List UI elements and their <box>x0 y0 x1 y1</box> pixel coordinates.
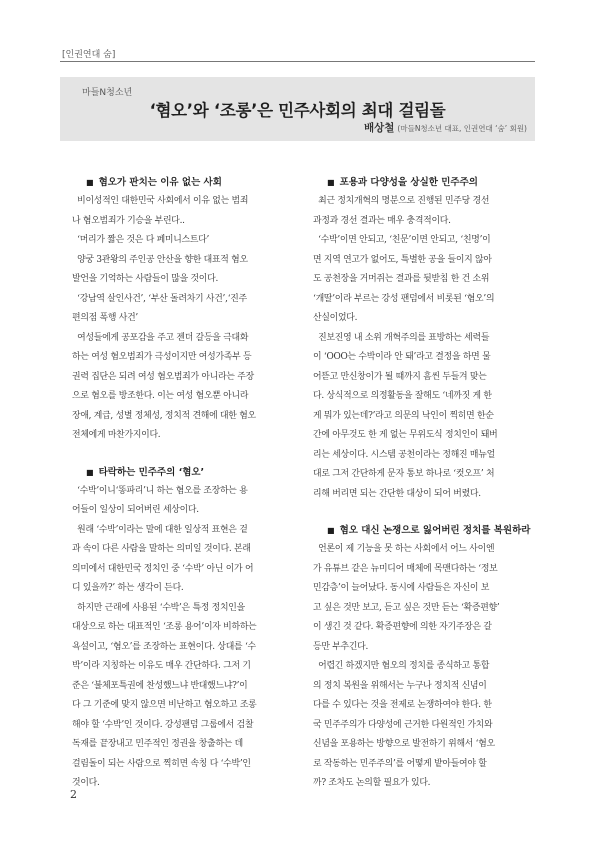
text-line: 다를 수 있다는 것을 전제로 논쟁하여야 한다. 한 <box>313 700 492 710</box>
author-name: 배상철 <box>363 122 395 134</box>
text-line: 독재를 끝장내고 민주적인 정권을 창출하는 데 <box>72 739 243 749</box>
text-line: 하지만 근래에 사용된 ‘수박’은 특정 정치인을 <box>72 602 245 613</box>
article-title: ‘혐오’와 ‘조롱’은 민주사회의 최대 걸림돌 <box>149 101 446 120</box>
text-line: 의 정치 복원을 위해서는 누구나 정치적 신념이 <box>313 680 487 691</box>
paragraph <box>72 482 285 521</box>
text-line: 언론이 제 기능을 못 하는 사회에서 어느 사이엔 <box>313 544 495 554</box>
paragraph <box>313 329 526 505</box>
running-head: [인권연대 숨] <box>62 50 116 60</box>
text-line: 민감층’이 늘어났다. 동시에 사람들은 자신이 보 <box>313 583 490 593</box>
byline <box>364 120 527 135</box>
paragraph <box>72 599 285 794</box>
paragraph <box>72 329 285 446</box>
text-line: ‘개딸’이라 부르는 강성 팬덤에서 비롯된 ‘혐오’의 <box>313 293 495 304</box>
text-line: 의미에서 대한민국 정치인 중 ‘수박’ 아닌 이가 어 <box>72 563 254 574</box>
text-line: 리해 버리면 되는 간단한 대상이 되어 버렸다. <box>313 488 481 499</box>
text-line: 과 속이 다른 사람을 말하는 의미일 것이다. 본래 <box>72 544 251 554</box>
paragraph <box>72 251 285 290</box>
paragraph <box>313 231 526 329</box>
text-line: 것이다. <box>72 778 100 788</box>
text-line: 비이성적인 대한민국 사회에서 이유 없는 범죄 <box>72 196 249 206</box>
text-line: 가 유튜브 같은 뉴미디어 매체에 목맨다하는 ‘정보 <box>313 563 498 574</box>
text-line: 등만 부추긴다. <box>313 641 369 652</box>
text-line: 게 뭐가 있는데?’라고 의문의 낙인이 찍히면 한순 <box>313 410 494 421</box>
square-bullet-icon: ■ <box>327 526 335 535</box>
text-line: 해야 할 ‘수박’인 것이다. 강성팬덤 그룹에서 검찰 <box>72 719 254 730</box>
section-heading <box>313 174 526 192</box>
text-line: 고 싶은 것만 보고, 듣고 싶은 것만 듣는 ‘확증편향’ <box>313 602 500 613</box>
kicker: 마들N청소년 <box>82 88 133 98</box>
text-line: 대상으로 하는 대표적인 ‘조롱 용어’이자 비하하는 <box>72 622 257 632</box>
section-heading-text: 타락하는 민주주의 ‘혐오’ <box>98 466 205 478</box>
text-line: 대로 그저 간단하게 문자 통보 하나로 ‘컷오프’ 처 <box>313 469 495 479</box>
text-line: 신념을 포용하는 방향으로 발전하기 위해서 ‘혐오 <box>313 739 495 749</box>
text-line: 권력 집단은 되려 여성 혐오범죄가 아니라는 주장 <box>72 371 254 382</box>
text-line: 하는 여성 혐오범죄가 극성이지만 여성가족부 등 <box>72 352 252 362</box>
paragraph <box>313 657 526 794</box>
paragraph <box>313 192 526 231</box>
text-line: 준은 ‘불체포특권에 찬성했느냐 반대했느냐?’이 <box>72 680 248 691</box>
text-line: 이 생긴 것 같다. 확증편향에 의한 자기주장은 갈 <box>313 622 492 632</box>
text-line: 장애, 계급, 성별 정체성, 정치적 견해에 대한 혐오 <box>72 410 256 421</box>
paragraph <box>72 521 285 599</box>
text-line: 다. 상식적으로 의정활동을 잘해도 ‘네까짓 게 한 <box>313 391 492 401</box>
text-line: 리는 세상이다. 시스템 공천이라는 정해진 매뉴얼 <box>313 449 495 460</box>
text-line: 간에 아무것도 한 게 없는 무위도식 정치인이 돼버 <box>313 430 498 440</box>
section-heading-text: 혐오가 판치는 이유 없는 사회 <box>98 177 222 188</box>
text-line: 여성들에게 공포감을 주고 젠더 갈등을 극대화 <box>72 332 249 343</box>
text-line: 나 혐오범죄가 기승을 부린다.. <box>72 215 185 226</box>
square-bullet-icon: ■ <box>86 178 94 187</box>
paragraph <box>313 540 526 657</box>
text-line: ‘수박’이면 안되고, ‘친문’이면 안되고, ‘친명’이 <box>313 235 491 245</box>
text-line: 전체에게 마찬가지이다. <box>72 430 161 440</box>
section-heading <box>72 174 285 192</box>
right-column <box>313 174 531 794</box>
text-line: 까? 조차도 논의할 필요가 있다. <box>313 778 431 788</box>
text-line: 진보진영 내 소위 개혁주의를 표방하는 세력들 <box>313 332 490 343</box>
text-line: 어들이 일상이 되어버린 세상이다. <box>72 505 199 515</box>
section-heading <box>313 522 531 540</box>
title-box <box>60 77 535 141</box>
section-heading-text: 혐오 대신 논쟁으로 잃어버린 정치를 복원하라 <box>339 525 531 536</box>
text-line: 박’이라 지칭하는 이유도 매우 간단하다. 그저 기 <box>72 661 251 671</box>
square-bullet-icon: ■ <box>86 467 94 477</box>
text-line: 산실이었다. <box>313 313 358 323</box>
text-line: ‘강남역 살인사건’, ‘부산 돌려차기 사건’,‘진주 <box>72 293 247 304</box>
text-line: ‘머리가 짧은 것은 다 페미니스트다’ <box>72 235 210 245</box>
text-line: 이 ‘OOO는 수박이라 안 돼’라고 결정을 하면 물 <box>313 352 491 362</box>
text-line: 으로 혐오를 방조한다. 이는 여성 혐오뿐 아니라 <box>72 391 249 401</box>
text-line: 도 공천장을 거머쥐는 결과를 뒷받침 한 건 소위 <box>313 274 490 284</box>
paragraph <box>72 290 285 329</box>
paragraph <box>72 231 285 251</box>
text-line: 로 작동하는 민주주의’를 어떻게 밭아들여야 할 <box>313 758 487 769</box>
header-rule <box>60 61 535 62</box>
text-line: 걸림돌이 되는 사람으로 찍히면 속칭 다 ‘수박’인 <box>72 758 251 769</box>
paragraph <box>72 192 285 231</box>
text-line: 편의점 폭행 사건’ <box>72 313 138 323</box>
text-line: ‘수박’이니‘똥파리’니 하는 혐오를 조장하는 용 <box>72 485 248 496</box>
text-line: 최근 정치개혁의 명분으로 진행된 민주당 경선 <box>313 196 490 206</box>
text-line: 과정과 경선 결과는 매우 충격적이다. <box>313 215 451 226</box>
section-heading <box>72 464 285 482</box>
square-bullet-icon: ■ <box>327 178 335 187</box>
text-line: 원래 ‘수박’이라는 말에 대한 일상적 표현은 겉 <box>72 524 248 535</box>
text-line: 어렵긴 하겠지만 혐오의 정치를 종식하고 통합 <box>313 661 490 671</box>
author-affiliation: (마들N청소년 대표, 인권연대 ‘숨’ 회원) <box>397 124 527 133</box>
text-line: 발언을 기억하는 사람들이 많을 것이다. <box>72 274 219 284</box>
text-line: 면 지역 연고가 없어도, 특별한 공을 들이지 않아 <box>313 254 492 265</box>
text-line: 양궁 3관왕의 주인공 안산을 향한 대표적 혐오 <box>72 254 248 265</box>
text-line: 국 민주주의가 다양성에 근거한 다원적인 가치와 <box>313 719 493 730</box>
left-column <box>72 174 285 794</box>
section-gap <box>72 446 285 464</box>
text-line: 욕설이고, ‘혐오’를 조장하는 표현이다. 상대를 ‘수 <box>72 641 256 652</box>
page-number: 2 <box>70 788 77 801</box>
text-line: 디 있을까?’ 하는 생각이 든다. <box>72 583 184 593</box>
section-gap <box>313 504 526 522</box>
text-line: 어뜯고 만신창이가 될 때까지 흠씬 두들겨 맞는 <box>313 371 487 382</box>
text-line: 다 그 기준에 맞지 않으면 비난하고 혐오하고 조롱 <box>72 700 257 710</box>
section-heading-text: 포용과 다양성을 상실한 민주주의 <box>339 177 478 188</box>
